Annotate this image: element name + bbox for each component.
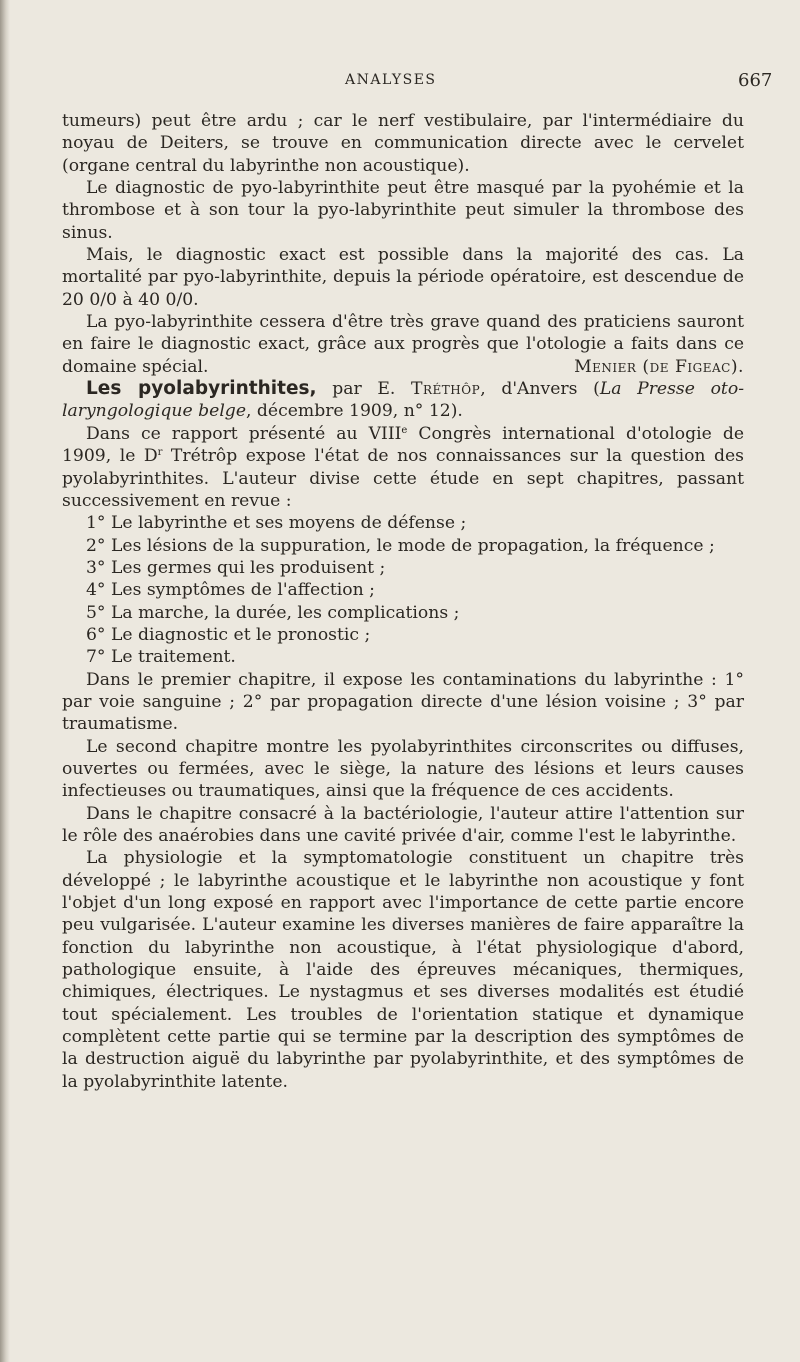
ordinal-superscript: e [401,424,408,436]
chapter-list-item: 6° Le diagnostic et le pronostic ; [86,624,371,645]
chapter-list-item: 2° Les lésions de la suppuration, le mode de propagation, la fréquence ; [86,535,715,556]
intro-part-c: Trétrôp expose l'état de nos connaissances sur la question des pyolabyrinthites. L'auteur divise cette étude en sept chapitres, passant successivement en revue : [62,446,744,511]
paragraph-chapter-one: Dans le premier chapitre, il expose les contaminations du labyrinthe : 1° par voie sanguine ; 2° par propagation directe d'une lésion voisine ; 3° par traumatisme. [62,669,744,735]
chapter-list-item: 1° Le labyrinthe et ses moyens de défense ; [86,513,467,534]
page-header [0,72,800,96]
paragraph-report-intro [62,423,744,512]
journal-issue: , décembre 1909, n° 12). [246,401,463,422]
paragraph-chapter-two: Le second chapitre montre les pyolabyrinthites circonscrites ou diffuses, ouvertes ou fermées, avec le siège, la nature des lésions et leurs causes infectieuses ou traumatiques, ainsi que la fréquence de ces accidents. [62,736,744,802]
page-number: 667 [738,70,773,91]
article-place: , d'Anvers ( [480,379,600,400]
running-head: ANALYSES [345,72,437,88]
conclusion-text: La pyo-labyrinthite cessera d'être très grave quand des praticiens sauront en faire le diagnostic exact, grâce aux progrès que l'otologie a faits dans ce domaine spécial. [62,312,744,377]
intro-part-a: Dans ce rapport présenté au VIII [86,423,402,444]
doctor-superscript: r [157,447,163,459]
reviewer-signature: Menier (de Figeac). [574,356,744,377]
article-by: par E. [316,379,412,400]
paragraph-conclusion [62,311,744,378]
intro-part-b: Congrès international d'otologie de 1909, le D [62,423,744,467]
paragraph-continuation: tumeurs) peut être ardu ; car le nerf vestibulaire, par l'intermédiaire du noyau de Deiters, se trouve en communication directe avec le cervelet (organe central du labyrinthe non acoustique). [62,111,744,176]
body-text [62,110,744,1093]
chapter-list-item: 4° Les symptômes de l'affection ; [86,580,375,601]
chapter-list-item: 7° Le traitement. [86,647,236,668]
article-heading [62,378,744,423]
article-author: Tréthôp [411,379,481,400]
paragraph-bacteriology: Dans le chapitre consacré à la bactériologie, l'auteur attire l'attention sur le rôle des anaérobies dans une cavité privée d'air, comme l'est le labyrinthe. [62,803,744,846]
chapter-list-item: 5° La marche, la durée, les complications ; [86,602,460,623]
journal-name: La Presse oto-laryngologique belge [62,379,744,422]
page-edge-shadow [0,0,10,1362]
chapter-list-item: 3° Les germes qui les produisent ; [86,557,386,578]
paragraph-mortality: Mais, le diagnostic exact est possible dans la majorité des cas. La mortalité par pyo-labyrinthite, depuis la période opératoire, est descendue de 20 0/0 à 40 0/0. [62,245,744,310]
paragraph-diagnostic-masking: Le diagnostic de pyo-labyrinthite peut être masqué par la pyohémie et la thrombose et à son tour la pyo-labyrinthite peut simuler la thrombose des sinus. [62,178,744,243]
article-title: Les pyolabyrinthites, [86,378,317,400]
paragraph-physiology: La physiologie et la symptomatologie constituent un chapitre très développé ; le labyrinthe acoustique et le labyrinthe non acoustique y font l'objet d'un long exposé en rapport avec l'importance de cette partie encore peu vulgarisée. L'auteur examine les diverses manières de faire apparaître la fonction du labyrinthe non acoustique, à l'état physiologique d'abord, pathologique ensuite, à l'aide des épreuves mécaniques, thermiques, chimiques, électriques. Le nystagmus et ses diverses modalités est étudié tout spécialement. Les troubles de l'orientation statique et dynamique complètent cette partie qui se termine par la description des symptômes de la destruction aiguë du labyrinthe par pyolabyrinthite, et des symptômes de la pyolabyrinthite latente. [62,848,744,1092]
